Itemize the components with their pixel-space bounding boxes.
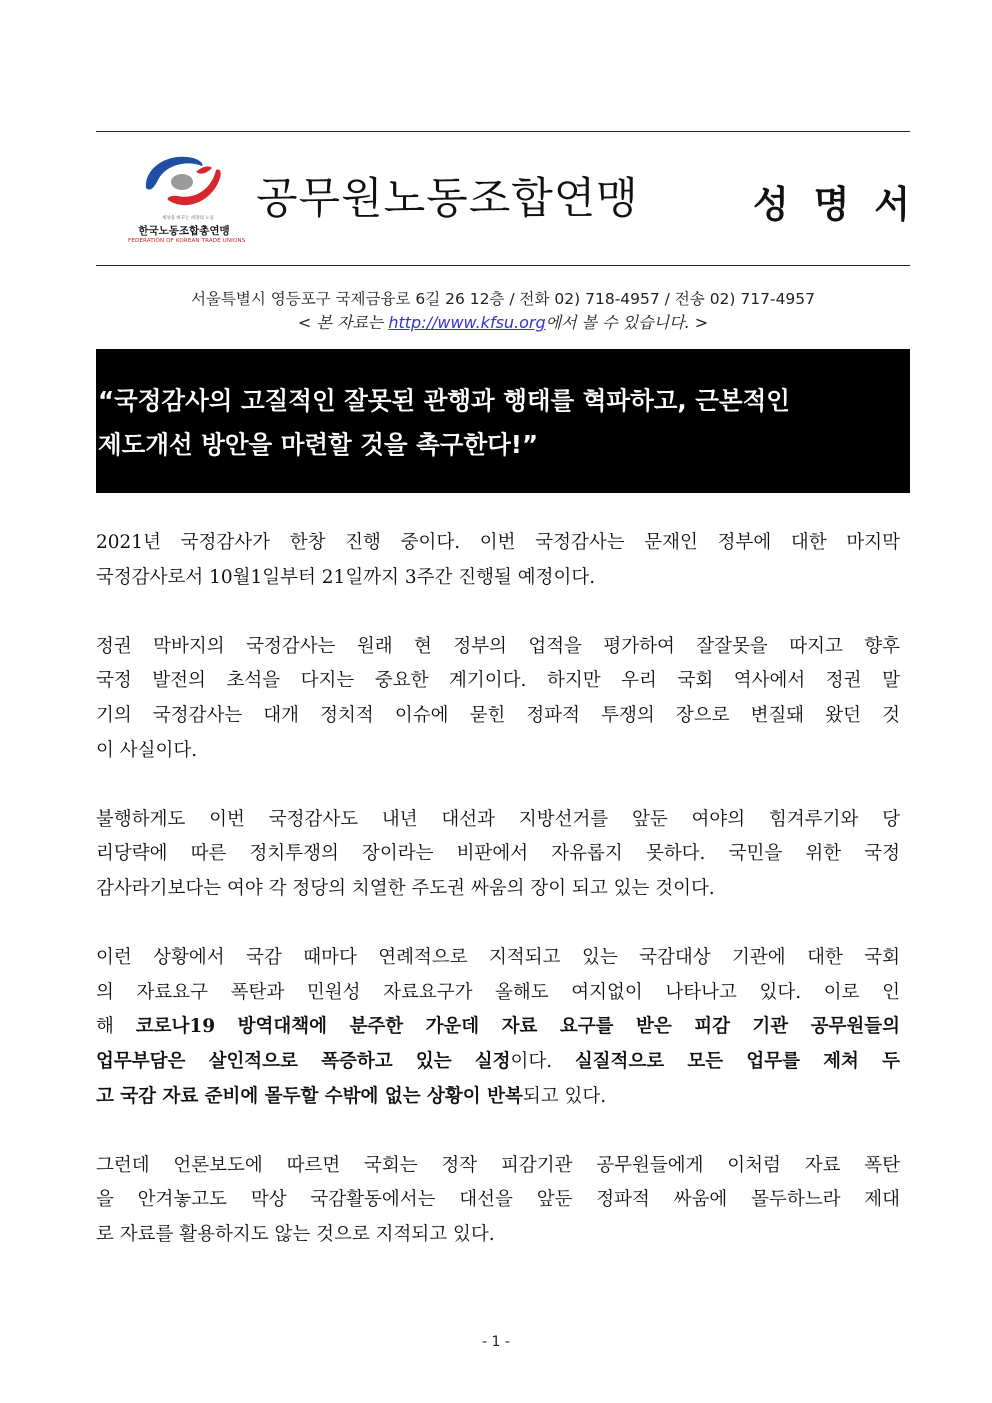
text-line: 감사라기보다는 여야 각 정당의 치열한 주도권 싸움의 장이 되고 있는 것이다. [96,877,715,899]
text-line: 의 자료요구 폭탄과 민원성 자료요구가 올해도 여지없이 나타나고 있다. 이로 인 [96,981,900,1003]
text-line: 이 사실이다. [96,739,198,761]
website-suffix: 에서 볼 수 있습니다. > [545,313,709,332]
text-line [96,1010,900,1045]
text-bold: 실질적으로 모든 업무를 제쳐 두 [574,1050,900,1072]
logo-org-korean: 한국노동조합총연맹 [138,225,230,237]
text-line [96,1045,900,1080]
text-line: 그런데 언론보도에 따르면 국회는 정작 피감기관 공무원들에게 이처럼 자료 폭탄 [96,1154,900,1176]
text-bold: 업무부담은 살인적으로 폭증하고 있는 실정 [96,1050,511,1072]
text-line: 리당략에 따른 정치투쟁의 장이라는 비판에서 자유롭지 못하다. 국민을 위한 국정 [96,843,900,865]
headline-line: 제도개선 방안을 마련할 것을 촉구한다!” [98,430,539,459]
text-plain: 되고 있다. [522,1085,607,1107]
text-line: 을 안겨놓고도 막상 국감활동에서는 대선을 앞둔 정파적 싸움에 몰두하느라 제대 [96,1189,900,1211]
top-rule [96,131,910,132]
paragraph-3 [96,803,900,907]
text-line: 로 자료를 활용하지도 않는 것으로 지적되고 있다. [96,1223,495,1245]
paragraph-2 [96,630,900,768]
statement-body [96,526,900,1287]
logo-emblem-icon [138,150,228,216]
text-bold: 코로나19 방역대책에 분주한 가운데 자료 요구를 받은 피감 기관 공무원들의 [135,1016,900,1038]
page-number: - 1 - [482,1334,510,1350]
paragraph-5 [96,1149,900,1253]
headline-line: “국정감사의 고질적인 잘못된 관행과 행태를 혁파하고, 근본적인 [98,386,790,415]
website-prefix: < 본 자료는 [297,313,389,332]
text-line: 국정감사로서 10월1일부터 21일까지 3주간 진행될 예정이다. [96,566,596,588]
text-line: 국정 발전의 초석을 다지는 중요한 계기이다. 하지만 우리 국회 역사에서 정권 말 [96,670,900,692]
website-notice [96,310,910,333]
document-type: 성 명 서 [753,183,916,226]
text-plain: 이다. [510,1050,575,1072]
logo-slogan: 세상을 바꾸는 희망의 노동 [161,216,215,221]
contact-address: 서울특별시 영등포구 국제금융로 6길 26 12층 / 전화 02) 718-4957 / 전송 02) 717-4957 [190,290,816,308]
paragraph-4 [96,941,900,1114]
text-line: 이런 상황에서 국감 때마다 연례적으로 지적되고 있는 국감대상 기관에 대한 국회 [96,947,900,969]
text-plain: 해 [96,1016,136,1038]
text-line: 정권 막바지의 국정감사는 원래 현 정부의 업적을 평가하여 잘잘못을 따지고 향후 [96,635,900,657]
text-line: 불행하게도 이번 국정감사도 내년 대선과 지방선거를 앞둔 여야의 힘겨루기와 당 [96,808,900,830]
text-line [96,1080,900,1115]
text-bold: 고 국감 자료 준비에 몰두할 수밖에 없는 상황이 반복 [96,1085,523,1107]
headline [98,379,910,467]
org-name: 공무원노동조합연맹 [256,174,639,224]
text-line: 기의 국정감사는 대개 정치적 이슈에 묻힌 정파적 투쟁의 장으로 변질돼 왔던 것 [96,704,900,726]
text-line: 2021년 국정감사가 한창 진행 중이다. 이번 국정감사는 문재인 정부에 대한 마지막 [96,532,900,553]
fktu-logo [128,150,246,250]
website-link[interactable]: http://www.kfsu.org [388,313,546,332]
header-rule [96,265,910,266]
paragraph-1 [96,526,900,595]
logo-org-english: FEDERATION OF KOREAN TRADE UNIONS [128,238,246,244]
